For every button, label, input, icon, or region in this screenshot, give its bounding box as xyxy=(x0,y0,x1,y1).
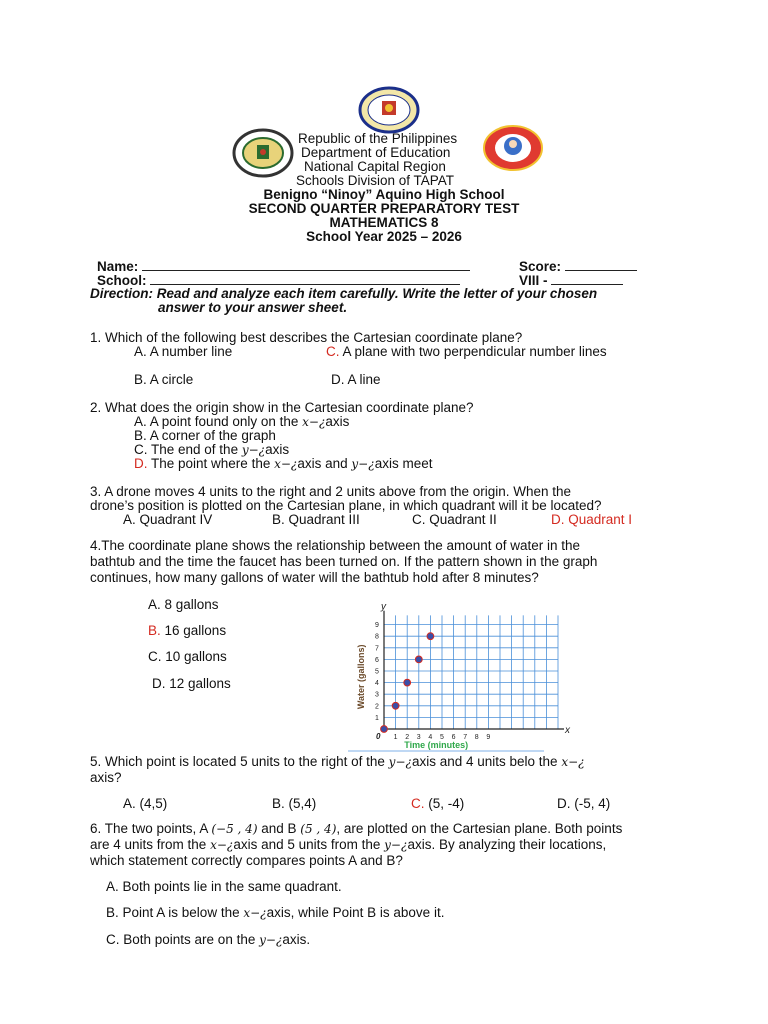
y-tick-label: 7 xyxy=(375,645,379,653)
q6-option-b xyxy=(106,905,444,920)
q1-option-d: D. A line xyxy=(331,372,381,387)
q2-option-c xyxy=(134,442,289,457)
q6-b-post: axis, while Point B is above it. xyxy=(266,905,445,920)
header-line-2: Department of Education xyxy=(301,145,451,160)
q6-b-var: x−¿ xyxy=(243,906,267,920)
q2-option-b: B. A corner of the graph xyxy=(134,428,276,443)
q6-l2-text-1: are 4 units from the xyxy=(90,837,211,852)
x-tick-label: 4 xyxy=(428,734,433,741)
q6-point-b-coords: 5 , 4 xyxy=(304,822,332,836)
x-axis-letter: x xyxy=(565,725,570,736)
q2-d-post: axis meet xyxy=(374,456,433,471)
school-name: Benigno “Ninoy” Aquino High School xyxy=(263,187,505,202)
direction-line-2: answer to your answer sheet. xyxy=(158,300,348,315)
q3-option-a: A. Quadrant IV xyxy=(123,512,213,527)
q6-option-a: A. Both points lie in the same quadrant. xyxy=(106,879,342,894)
q1-option-b: B. A circle xyxy=(134,372,194,387)
school-year: School Year 2025 – 2026 xyxy=(306,229,462,244)
q2-d-mid: axis and xyxy=(297,456,352,471)
y-tick-label: 4 xyxy=(375,680,379,688)
x-tick-label: 7 xyxy=(463,734,468,741)
school-blank[interactable] xyxy=(150,272,460,285)
header-line-1: Republic of the Philippines xyxy=(298,131,458,146)
q5-line-1 xyxy=(90,754,585,769)
water-chart-svg xyxy=(346,596,570,752)
deped-seal xyxy=(358,86,420,134)
score-label: Score: xyxy=(519,259,562,274)
q2-option-a xyxy=(134,414,349,429)
data-point xyxy=(427,633,434,640)
x-tick-label: 9 xyxy=(486,734,491,741)
q6-text-2: and B xyxy=(257,821,301,836)
y-tick-label: 5 xyxy=(375,668,379,676)
q5-text-2: axis and 4 units belo the xyxy=(411,754,562,769)
q5-text-1: 5. Which point is located 5 units to the right of the xyxy=(90,754,389,769)
y-tick-label: 9 xyxy=(375,622,379,630)
q5-option-a: A. (4,5) xyxy=(123,796,168,811)
y-axis-letter: y xyxy=(381,601,386,613)
q5-option-c xyxy=(411,796,464,811)
q4-line-1: 4.The coordinate plane shows the relationship between the amount of water in the xyxy=(90,538,581,553)
q2-d-var1: x−¿ xyxy=(274,457,298,471)
data-point xyxy=(404,679,411,686)
q3-option-c: C. Quadrant II xyxy=(412,512,497,527)
q4-option-c: C. 10 gallons xyxy=(148,649,227,664)
y-tick-label: 2 xyxy=(375,703,379,711)
origin-label: 0 xyxy=(376,732,381,741)
q1-stem: 1. Which of the following best describes the Cartesian coordinate plane? xyxy=(90,330,523,345)
header-line-3: National Capital Region xyxy=(304,159,446,174)
q2-d-var2: y−¿ xyxy=(351,457,375,471)
q5-c-text: (5, -4) xyxy=(424,796,465,811)
q3-option-d: D. Quadrant I xyxy=(551,512,633,527)
q4-answer-letter: B. xyxy=(148,623,161,638)
direction-line-1: Direction: Read and analyze each item carefully. Write the letter of your chosen xyxy=(90,286,598,301)
score-blank[interactable] xyxy=(565,258,637,271)
q6-line-2 xyxy=(90,837,606,852)
q3-line-2: drone’s position is plotted on the Cartesian plane, in which quadrant will it be located? xyxy=(90,498,602,513)
subject-title: MATHEMATICS 8 xyxy=(329,215,439,230)
q4-option-a: A. 8 gallons xyxy=(148,597,219,612)
q6-point-a-coords: −5 , 4 xyxy=(216,822,253,836)
q6-point-a: (−5 , 4) xyxy=(211,822,258,836)
name-blank[interactable] xyxy=(142,258,470,271)
q6-l2-var1: x−¿ xyxy=(210,838,234,852)
y-tick-label: 1 xyxy=(375,714,379,722)
y-axis-label: Water (gallons) xyxy=(356,644,366,710)
q4-line-3: continues, how many gallons of water will the bathtub hold after 8 minutes? xyxy=(90,570,539,585)
q2-c-text: C. The end of the xyxy=(134,442,242,457)
water-chart xyxy=(346,596,570,752)
x-tick-label: 3 xyxy=(416,734,421,741)
x-tick-label: 8 xyxy=(474,734,479,741)
q6-l2-text-2: axis and 5 units from the xyxy=(233,837,385,852)
school-label: School: xyxy=(97,273,147,288)
q2-option-d xyxy=(134,456,432,471)
q2-c-post: axis xyxy=(265,442,290,457)
q5-var2: x−¿ xyxy=(561,755,585,769)
q6-c-text: C. Both points are on the xyxy=(106,932,260,947)
q2-a-text: A. A point found only on the xyxy=(134,414,303,429)
q6-c-post: axis. xyxy=(282,932,311,947)
q6-line-1 xyxy=(90,821,622,836)
name-label: Name: xyxy=(97,259,139,274)
x-axis-label: Time (minutes) xyxy=(404,740,469,750)
y-tick-label: 3 xyxy=(375,691,379,699)
y-tick-label: 8 xyxy=(375,633,379,641)
test-title: SECOND QUARTER PREPARATORY TEST xyxy=(248,201,520,216)
q1-answer-letter: C. xyxy=(326,344,340,359)
q5-line-2: axis? xyxy=(90,770,122,785)
q2-stem: 2. What does the origin show in the Cartesian coordinate plane? xyxy=(90,400,474,415)
q2-c-var: y−¿ xyxy=(241,443,266,457)
section-label: VIII - xyxy=(519,273,548,288)
q1-option-a: A. A number line xyxy=(134,344,233,359)
q5-option-d: D. (-5, 4) xyxy=(557,796,611,811)
q5-answer-letter: C. xyxy=(411,796,425,811)
q6-line-3: which statement correctly compares points A and B? xyxy=(90,853,403,868)
data-point xyxy=(415,656,422,663)
q2-a-var: x−¿ xyxy=(302,415,326,429)
q2-d-text: The point where the xyxy=(147,456,275,471)
x-tick-label: 5 xyxy=(440,734,444,741)
y-tick-label: 6 xyxy=(375,656,379,664)
q2-answer-letter: D. xyxy=(134,456,148,471)
data-point xyxy=(381,726,388,733)
x-tick-label: 2 xyxy=(405,734,410,741)
q6-l2-text-3: axis. By analyzing their locations, xyxy=(407,837,607,852)
q6-b-text: B. Point A is below the xyxy=(106,905,244,920)
q4-b-text: 16 gallons xyxy=(160,623,227,638)
q6-point-b: (5 , 4) xyxy=(300,822,337,836)
q6-l2-var2: y−¿ xyxy=(384,838,408,852)
q3-line-1: 3. A drone moves 4 units to the right and 2 units above from the origin. When the xyxy=(90,484,572,499)
q2-a-post: axis xyxy=(325,414,350,429)
data-point xyxy=(392,702,399,709)
school-seal xyxy=(482,124,544,172)
q6-c-var: y−¿ xyxy=(259,933,283,947)
q6-text-3: , are plotted on the Cartesian plane. Both points xyxy=(336,821,623,836)
q3-option-b: B. Quadrant III xyxy=(272,512,360,527)
q1-option-c xyxy=(326,344,607,359)
section-blank[interactable] xyxy=(551,272,623,285)
q6-text-1: 6. The two points, A xyxy=(90,821,212,836)
city-seal xyxy=(232,128,294,178)
q6-option-c xyxy=(106,932,310,947)
q4-option-b xyxy=(148,623,226,638)
x-tick-label: 1 xyxy=(393,734,398,741)
q4-option-d: D. 12 gallons xyxy=(152,676,231,691)
x-tick-label: 6 xyxy=(451,734,456,741)
q5-var1: y−¿ xyxy=(388,755,412,769)
q4-line-2: bathtub and the time the faucet has been turned on. If the pattern shown in the graph xyxy=(90,554,598,569)
q5-option-b: B. (5,4) xyxy=(272,796,317,811)
header-line-4: Schools Division of TAPAT xyxy=(296,173,455,188)
q1-option-c-text: A plane with two perpendicular number lines xyxy=(339,344,607,359)
